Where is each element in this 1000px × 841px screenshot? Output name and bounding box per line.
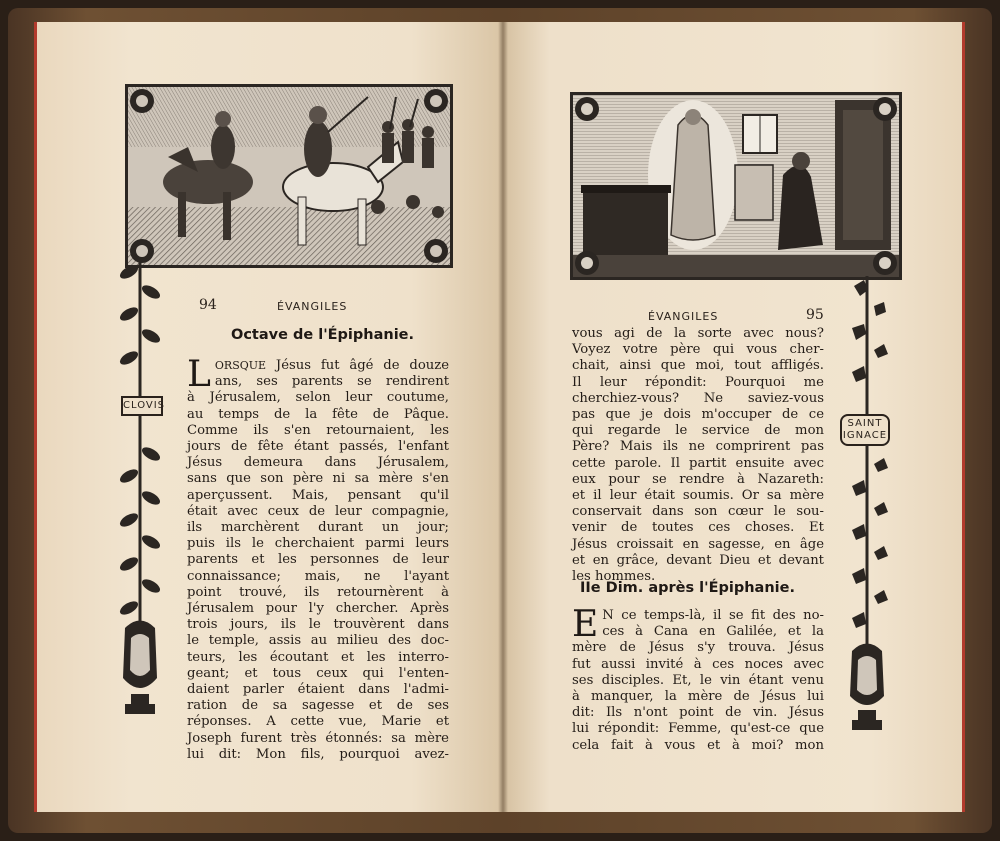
- text-line: réponses. A cette vue, Marie et: [187, 714, 449, 730]
- text-line: cela fait à vous et à moi? mon: [572, 737, 824, 753]
- text-line: Jésus demeura dans Jérusalem,: [187, 455, 449, 471]
- text-line: ans, ses parents se rendirent: [214, 374, 449, 390]
- text-line: les hommes.: [572, 569, 656, 585]
- left-page-text: L ORSQUE Jésus fut âgé de douze ans, ses parents se rendirent à Jérusalem, selon leur coutume, au temps de la fête de Pâque. Comme ils s'en retournaient, les jours de fête étant passés, l'enfant Jésus demeura dans Jérusalem, sans que son père ni sa mère s'en aperçussent. Mais, pensant qu'il était avec ceux de leur compagnie, ils marchèrent durant un jour; puis ils le cherchaient parmi leurs parents et les personnes de leur connaissance; mais, ne l'ayant point trouvé, ils retournèrent à Jérusalem pour l'y chercher. Après trois jours, ils le trouvèrent dans le temple, assis au milieu des doc- teurs, les écoutant et les interro- geant; et tous ceux qui l'enten- daient parler étaient dans l'admi- ration de sa sagesse et de ses réponses. A cette vue, Marie et Joseph furent très étonnés: sa mère lui dit: Mon fils, pourquoi avez-: [187, 354, 449, 762]
- small-caps-word: ORSQUE: [214, 359, 267, 372]
- text-line: ration de sa sagesse et de ses: [187, 698, 449, 714]
- text-line: mère de Jésus s'y trouva. Jésus: [572, 640, 824, 656]
- text-line: Jérusalem pour l'y chercher. Après: [187, 601, 449, 617]
- text-line: eux pour se rendre à Nazareth:: [572, 471, 824, 487]
- text-line: aperçussent. Mais, pensant qu'il: [187, 487, 449, 503]
- right-page-number: 95: [806, 307, 824, 323]
- text-line: dit: Ils n'ont point de vin. Jésus: [572, 705, 824, 721]
- text-line: et il leur était soumis. Or sa mère: [572, 488, 824, 504]
- text-line: Comme ils s'en retournaient, les: [187, 422, 449, 438]
- text-line: lui répondit: Femme, qu'est-ce que: [572, 721, 824, 737]
- text-line: Père? Mais ils ne comprirent pas: [572, 439, 824, 455]
- text-line: venir de toutes ces choses. Et: [572, 520, 824, 536]
- apparition-scene-illustration: [573, 95, 899, 277]
- left-vine-border: [117, 258, 163, 720]
- text-line: trois jours, ils le trouvèrent dans: [187, 617, 449, 633]
- right-running-head: ÉVANGILES: [648, 310, 719, 323]
- text-line: Voyez votre père qui vous cher-: [572, 342, 824, 358]
- text-line: chait, ainsi que moi, tout affligés.: [572, 358, 824, 374]
- saint-ignace-engraving: [570, 92, 902, 280]
- plaque-ignace: IGNACE: [842, 430, 888, 441]
- text-line: le temple, assis au milieu des doc-: [187, 633, 449, 649]
- second-sunday-epiphanie-title: IIe Dim. après l'Épiphanie.: [580, 580, 795, 596]
- text-line: daient parler étaient dans l'admi-: [187, 682, 449, 698]
- text-line: pas que je dois m'occuper de ce: [572, 407, 824, 423]
- right-page-text-top: [572, 326, 824, 585]
- text-line: à Jérusalem, selon leur coutume,: [187, 390, 449, 406]
- text-line: N ce temps-là, il se fit des no-: [602, 608, 824, 623]
- clovis-plaque: CLOVIS: [121, 396, 163, 416]
- right-page: [504, 22, 965, 812]
- text-line: et en grâce, devant Dieu et devant: [572, 552, 824, 568]
- text-line: qui regarde le service de mon: [572, 423, 824, 439]
- text-line: point trouvé, ils retournèrent à: [187, 584, 449, 600]
- right-vine-border: [844, 276, 890, 736]
- text-line: Jésus croissait en sagesse, en âge: [572, 536, 824, 552]
- text-line: Joseph furent très étonnés: sa mère: [187, 730, 449, 746]
- plaque-saint: SAINT: [847, 418, 883, 429]
- text-line: puis ils le cherchaient parmi leurs: [187, 536, 449, 552]
- left-page: [34, 22, 505, 812]
- left-running-head: ÉVANGILES: [277, 300, 348, 313]
- left-page-number: 94: [199, 297, 217, 313]
- saint-ignace-plaque: [840, 414, 890, 446]
- text-line: au temps de la fête de Pâque.: [187, 406, 449, 422]
- book-gutter: [498, 22, 508, 812]
- text-line: fut aussi invité à ces noces avec: [572, 656, 824, 672]
- text-line: cette parole. Il partit ensuite avec: [572, 455, 824, 471]
- text-line: connaissance; mais, ne l'ayant: [187, 568, 449, 584]
- dropcap-e: E: [572, 604, 599, 645]
- octave-epiphanie-title: Octave de l'Épiphanie.: [231, 327, 415, 343]
- text-line: à manquer, la mère de Jésus lui: [572, 689, 824, 705]
- text-line: parents et les personnes de leur: [187, 552, 449, 568]
- text-line: vous agi de la sorte avec nous?: [572, 326, 824, 341]
- text-line: ses disciples. Et, le vin étant venu: [572, 672, 824, 688]
- text-line: lui dit: Mon fils, pourquoi avez-: [187, 746, 449, 762]
- clovis-engraving: [125, 84, 453, 268]
- text-line: était avec ceux de leur compagnie,: [187, 503, 449, 519]
- right-page-text-bottom: [572, 604, 824, 754]
- text-line: conservait dans son cœur le sou-: [572, 504, 824, 520]
- text-line: jours de fête étant passés, l'enfant: [187, 439, 449, 455]
- text-line: geant; et tous ceux qui l'enten-: [187, 665, 449, 681]
- text-line: Il leur répondit: Pourquoi me: [572, 374, 824, 390]
- text-line: ils marchèrent durant un jour;: [187, 520, 449, 536]
- text-line: teurs, les écoutant et les interro-: [187, 649, 449, 665]
- cavalry-scene-illustration: [128, 87, 450, 265]
- dropcap-l: L: [187, 354, 211, 395]
- text-line: sans que son père ni sa mère s'en: [187, 471, 449, 487]
- text-line: ces à Cana en Galilée, et la: [602, 624, 824, 640]
- text-line: cherchiez-vous? Ne saviez-vous: [572, 390, 824, 406]
